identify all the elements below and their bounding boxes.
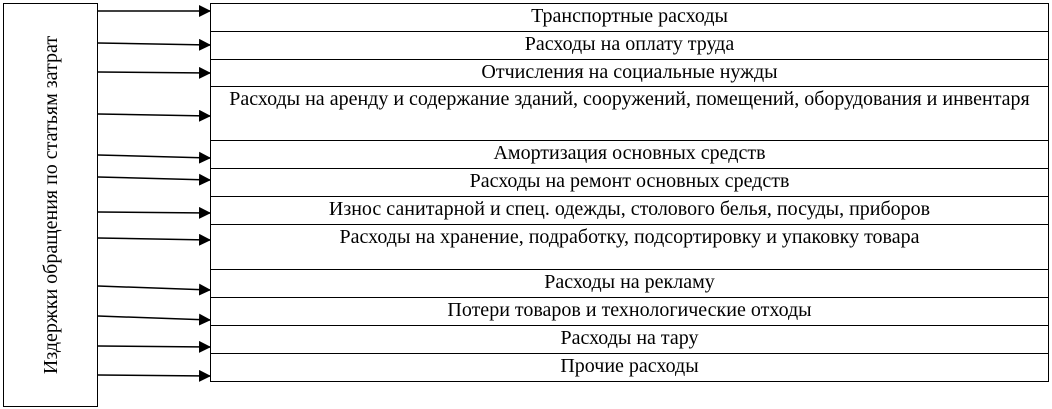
category-box-repair <box>210 168 1049 197</box>
category-box-social <box>210 59 1049 87</box>
root-category-label: Издержки обращения по статьям затрат <box>39 35 62 375</box>
category-label: Износ санитарной и спец. одежды, столового белья, посуды, приборов <box>328 198 931 220</box>
category-box-rent <box>210 86 1049 141</box>
arrow-8 <box>98 286 210 290</box>
arrow-1 <box>98 43 210 45</box>
category-box-losses <box>210 297 1049 326</box>
arrow-9 <box>98 316 210 320</box>
category-label: Отчисления на социальные нужды <box>481 61 778 83</box>
arrow-10 <box>98 346 210 347</box>
category-label: Расходы на хранение, подработку, подсортировку и упаковку товара <box>339 226 920 248</box>
category-label: Расходы на ремонт основных средств <box>469 170 790 192</box>
category-box-storage <box>210 224 1049 270</box>
category-box-depreciation <box>210 140 1049 169</box>
arrow-4 <box>98 155 210 158</box>
arrow-5 <box>98 177 210 180</box>
category-box-packaging <box>210 325 1049 354</box>
category-box-advertising <box>210 269 1049 298</box>
category-label: Расходы на тару <box>560 327 699 349</box>
category-box-labor <box>210 31 1049 60</box>
category-label: Прочие расходы <box>560 355 699 377</box>
arrow-11 <box>98 375 210 376</box>
category-box-other <box>210 353 1049 382</box>
arrow-7 <box>98 238 210 240</box>
category-label: Расходы на рекламу <box>544 271 715 293</box>
arrow-2 <box>98 72 210 73</box>
arrow-3 <box>98 114 210 116</box>
category-label: Транспортные расходы <box>531 5 728 27</box>
category-box-transport <box>210 3 1049 32</box>
arrow-6 <box>98 212 210 213</box>
category-label: Амортизация основных средств <box>493 142 766 164</box>
category-box-wear <box>210 196 1049 225</box>
category-label: Расходы на оплату труда <box>524 33 735 55</box>
category-label: Потери товаров и технологические отходы <box>447 299 812 321</box>
category-label: Расходы на аренду и содержание зданий, сооружений, помещений, оборудования и инвентаря <box>229 88 1030 110</box>
